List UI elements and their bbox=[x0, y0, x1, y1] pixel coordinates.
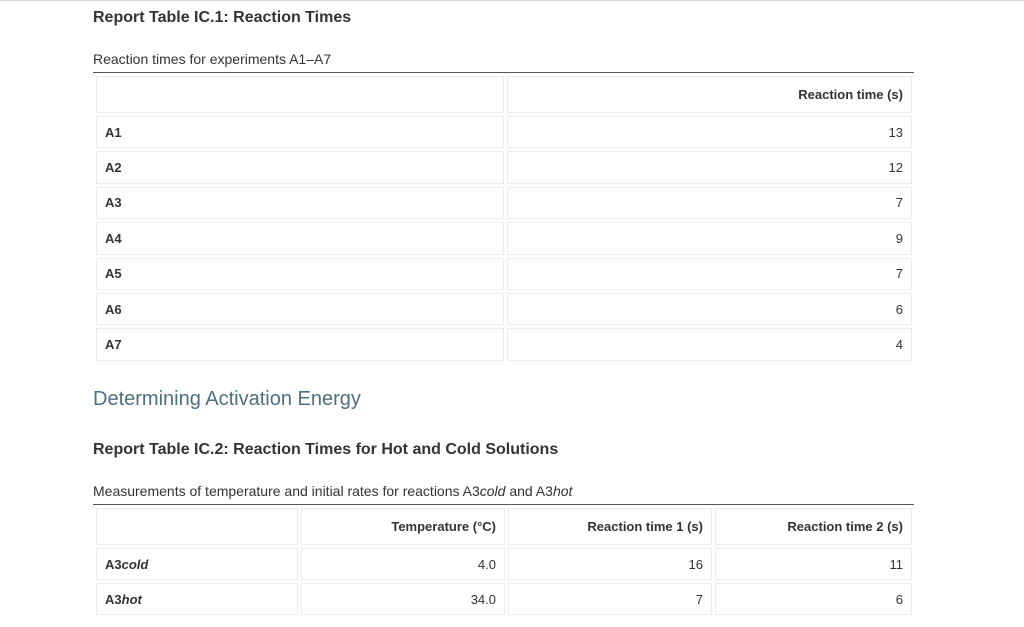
caption-cold: cold bbox=[479, 483, 506, 499]
reaction-label-suffix: hot bbox=[121, 591, 142, 607]
table2-caption bbox=[93, 483, 572, 499]
reaction-time-value: 6 bbox=[507, 293, 912, 325]
table-row bbox=[96, 548, 912, 580]
table-row bbox=[96, 222, 912, 254]
experiment-label: A3 bbox=[96, 187, 504, 219]
reaction-times-table bbox=[93, 73, 915, 364]
experiment-label: A6 bbox=[96, 293, 504, 325]
table-header-row bbox=[96, 508, 912, 545]
caption-text: Measurements of temperature and initial rates for reactions A3 bbox=[93, 483, 480, 499]
reaction-time-value: 4 bbox=[507, 328, 912, 360]
caption-text: and A3 bbox=[505, 483, 553, 499]
reaction-time-2-value: 11 bbox=[715, 548, 912, 580]
table-header-row bbox=[96, 76, 912, 113]
table1-caption: Reaction times for experiments A1–A7 bbox=[93, 51, 332, 67]
header-reaction-time-1: Reaction time 1 (s) bbox=[508, 508, 712, 545]
reaction-time-2-value: 6 bbox=[715, 583, 912, 615]
section-heading: Determining Activation Energy bbox=[93, 388, 361, 410]
table-row bbox=[96, 328, 912, 360]
table-row bbox=[96, 116, 912, 148]
table-row bbox=[96, 187, 912, 219]
reaction-label-suffix: cold bbox=[121, 556, 149, 572]
header-reaction-time-2: Reaction time 2 (s) bbox=[715, 508, 912, 545]
temperature-value: 4.0 bbox=[301, 548, 505, 580]
experiment-label: A2 bbox=[96, 151, 504, 183]
table2-title: Report Table IC.2: Reaction Times for Hot and Cold Solutions bbox=[93, 441, 559, 458]
reaction-time-value: 13 bbox=[507, 116, 912, 148]
table1-title: Report Table IC.1: Reaction Times bbox=[93, 9, 352, 26]
table-row bbox=[96, 151, 912, 183]
experiment-label: A7 bbox=[96, 328, 504, 360]
reaction-time-1-value: 16 bbox=[508, 548, 712, 580]
experiment-label: A4 bbox=[96, 222, 504, 254]
header-empty-cell bbox=[96, 76, 504, 113]
caption-hot: hot bbox=[552, 483, 573, 499]
reaction-time-value: 12 bbox=[507, 151, 912, 183]
top-divider bbox=[0, 0, 1024, 1]
table-row bbox=[96, 258, 912, 290]
header-reaction-time: Reaction time (s) bbox=[507, 76, 912, 113]
hot-cold-table bbox=[93, 505, 915, 618]
reaction-label-prefix: A3 bbox=[105, 591, 122, 607]
reaction-label bbox=[96, 548, 298, 580]
header-empty-cell bbox=[96, 508, 298, 545]
experiment-label: A1 bbox=[96, 116, 504, 148]
reaction-time-value: 7 bbox=[507, 187, 912, 219]
temperature-value: 34.0 bbox=[301, 583, 505, 615]
table-row bbox=[96, 583, 912, 615]
table-row bbox=[96, 293, 912, 325]
reaction-time-value: 9 bbox=[507, 222, 912, 254]
header-temperature: Temperature (°C) bbox=[301, 508, 505, 545]
experiment-label: A5 bbox=[96, 258, 504, 290]
reaction-label bbox=[96, 583, 298, 615]
reaction-label-prefix: A3 bbox=[105, 556, 122, 572]
reaction-time-value: 7 bbox=[507, 258, 912, 290]
reaction-time-1-value: 7 bbox=[508, 583, 712, 615]
